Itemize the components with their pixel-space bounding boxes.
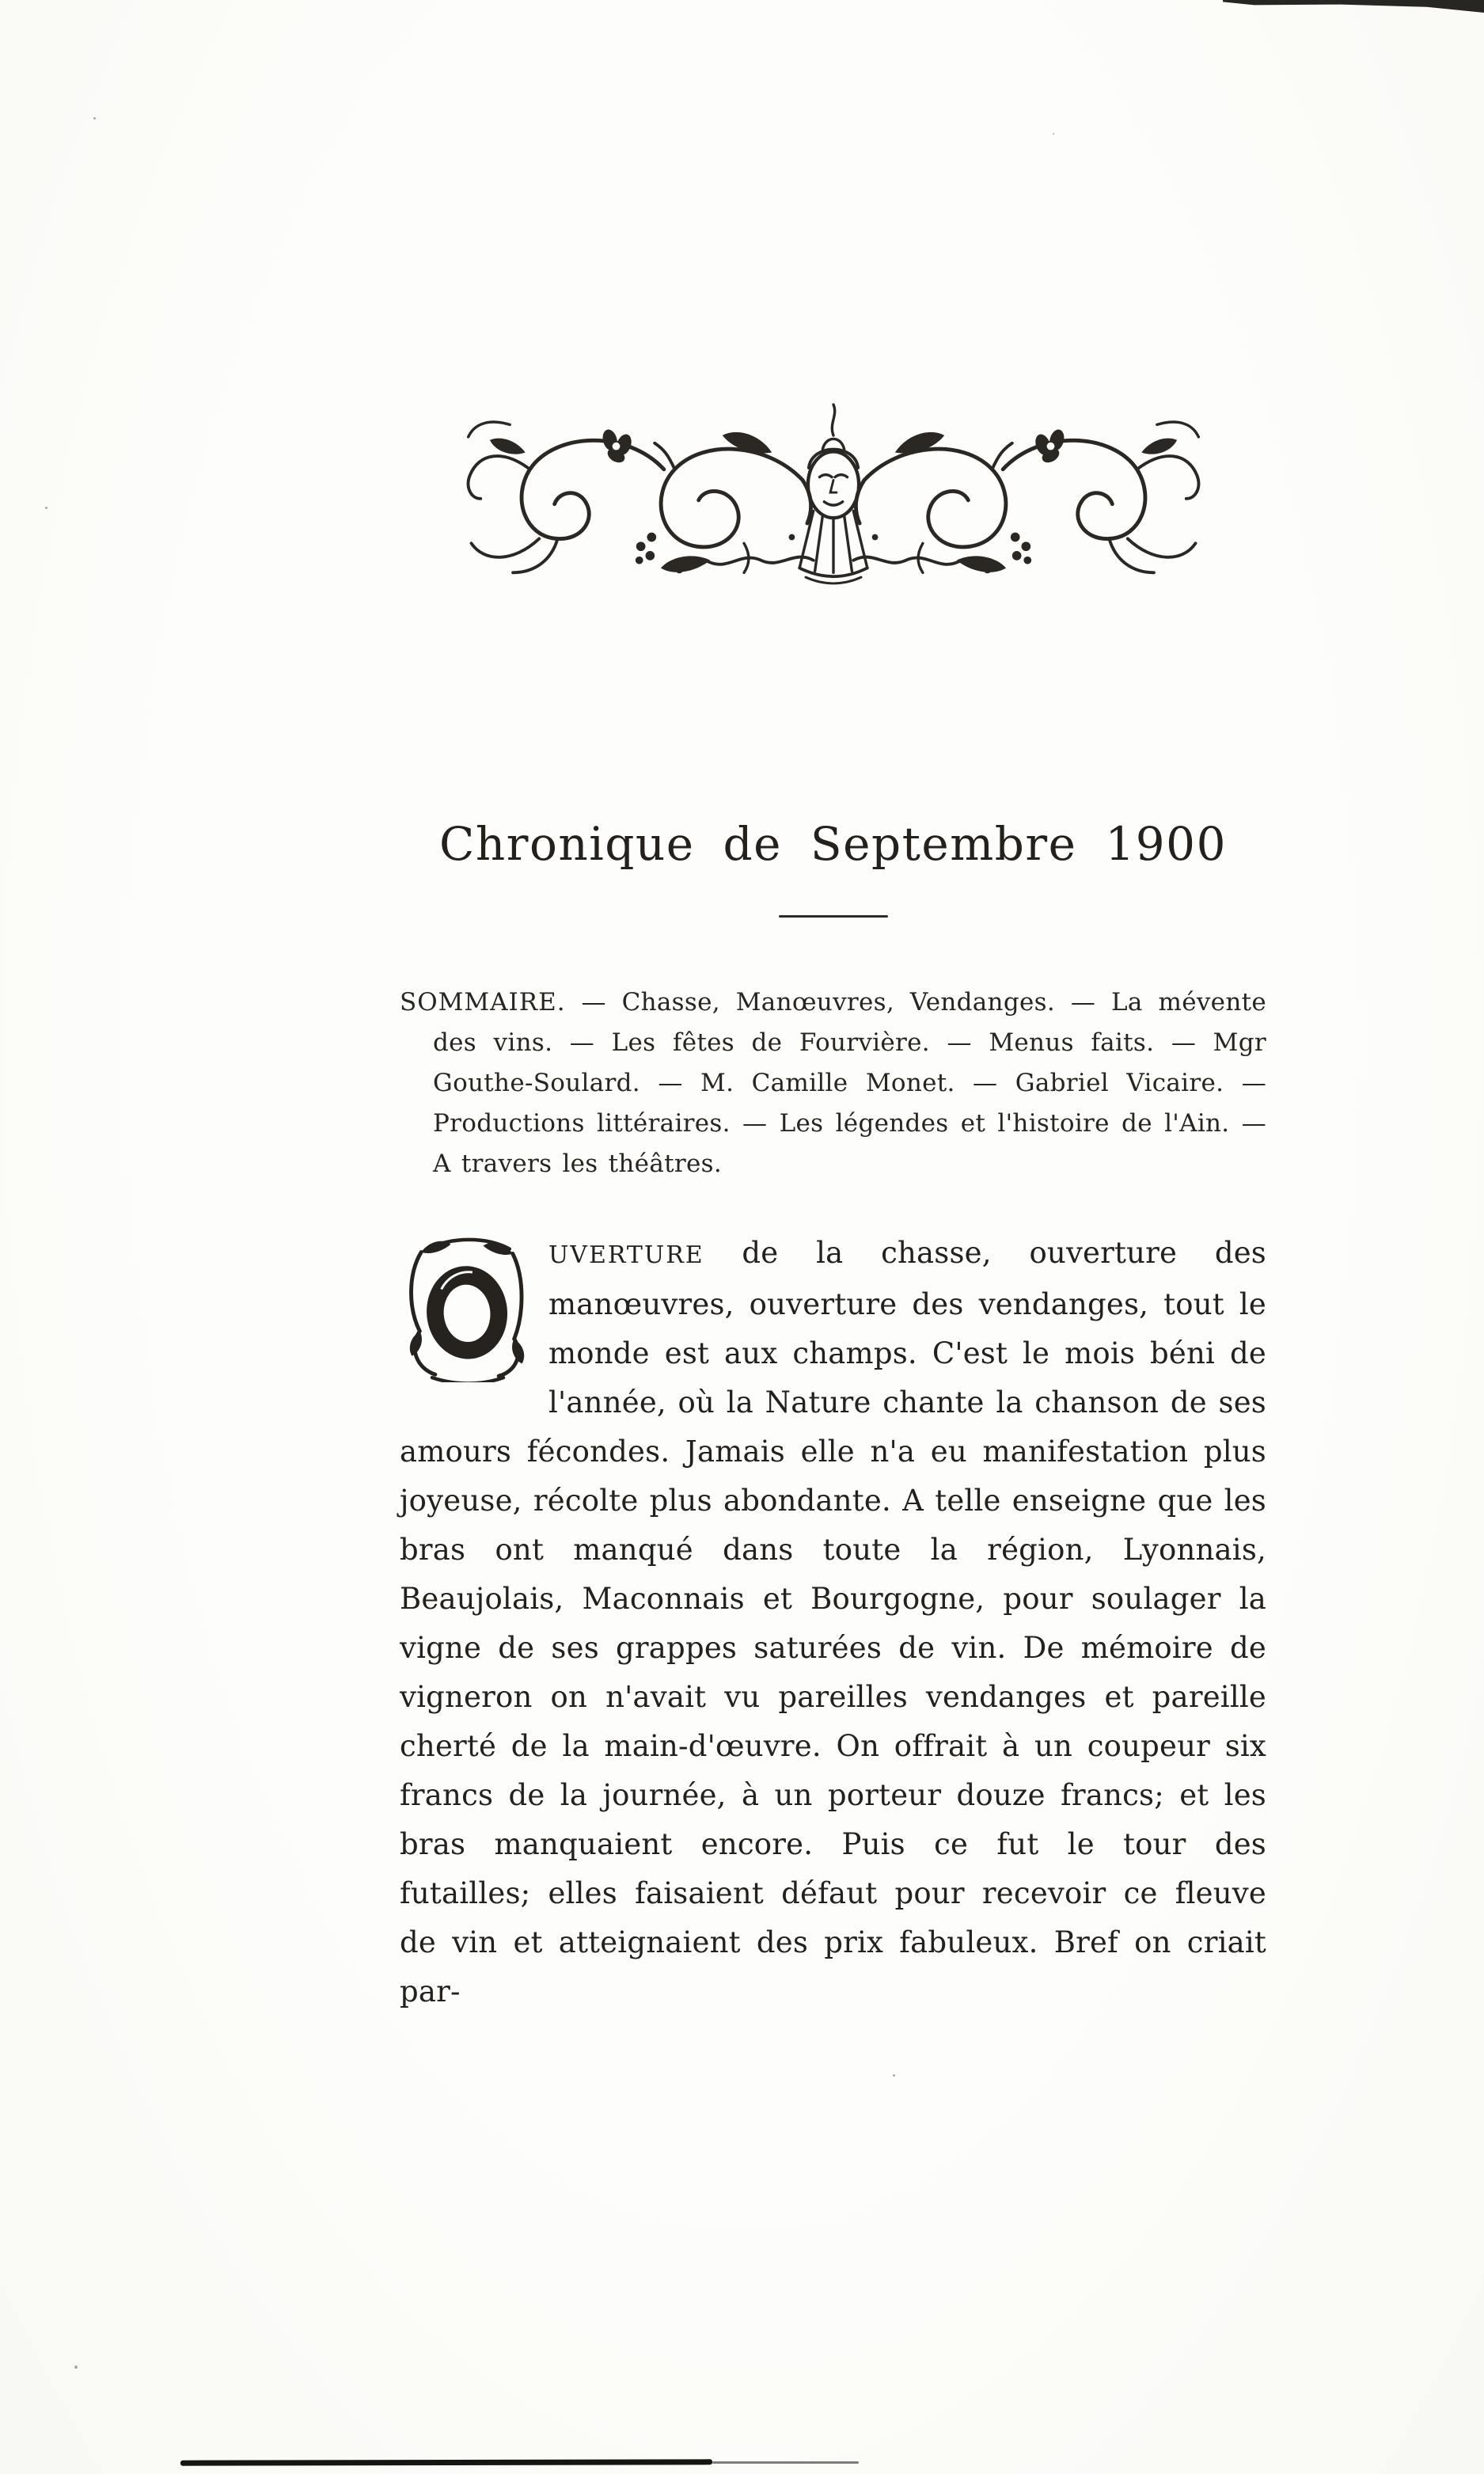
scan-speck xyxy=(74,2366,78,2369)
engraved-headpiece-graphic xyxy=(454,378,1213,610)
lead-word: UVERTURE xyxy=(548,1241,704,1269)
scan-speck xyxy=(45,507,47,509)
summary-text: — Chasse, Manœuvres, Vendanges. — La mévente des vins. — Les fêtes de Fourvière. — Menus faits. — Mgr Gouthe-Soulard. — M. Camille Monet. — Gabriel Vicaire. — Productions littéraires. — Les légendes et l'histoire de l'Ain. — A travers les théâtres. xyxy=(433,988,1266,1178)
body-paragraph xyxy=(400,1229,1266,2016)
mask-face xyxy=(799,405,867,583)
summary-label: SOMMAIRE. xyxy=(400,988,566,1017)
scan-artifact-bottom-edge xyxy=(180,2459,712,2465)
scan-artifact-bottom-edge-faint xyxy=(712,2461,859,2464)
scan-speck xyxy=(93,117,96,120)
dropcap-initial-O xyxy=(400,1235,534,1382)
title-divider xyxy=(779,915,888,918)
ornamental-initial-graphic xyxy=(400,1235,534,1382)
scan-speck xyxy=(893,2074,895,2077)
text-column xyxy=(400,0,1266,2016)
summary-paragraph xyxy=(400,982,1266,1184)
page-title: Chronique de Septembre 1900 xyxy=(439,817,1227,871)
headpiece-ornament xyxy=(400,378,1266,610)
body-text: de la chasse, ouverture des manœuvres, ouverture des vendanges, tout le monde est aux champs. C'est le mois béni de l'année, où la Nature chante la chanson de ses amours fécondes. Jamais elle n'a eu manifestation plus joyeuse, récolte plus abondante. A telle enseigne que les bras ont manqué dans toute la région, Lyonnais, Beaujolais, Maconnais et Bourgogne, pour soulager la vigne de ses grappes saturées de vin. De mémoire de vigneron on n'avait vu pareilles vendanges et pareille cherté de la main-d'œuvre. On offrait à un coupeur six francs de la journée, à un porteur douze francs; et les bras manquaient encore. Puis ce fut le tour des futailles; elles faisaient défaut pour recevoir ce fleuve de vin et atteignaient des prix fabuleux. Bref on criait par- xyxy=(400,1236,1266,2008)
